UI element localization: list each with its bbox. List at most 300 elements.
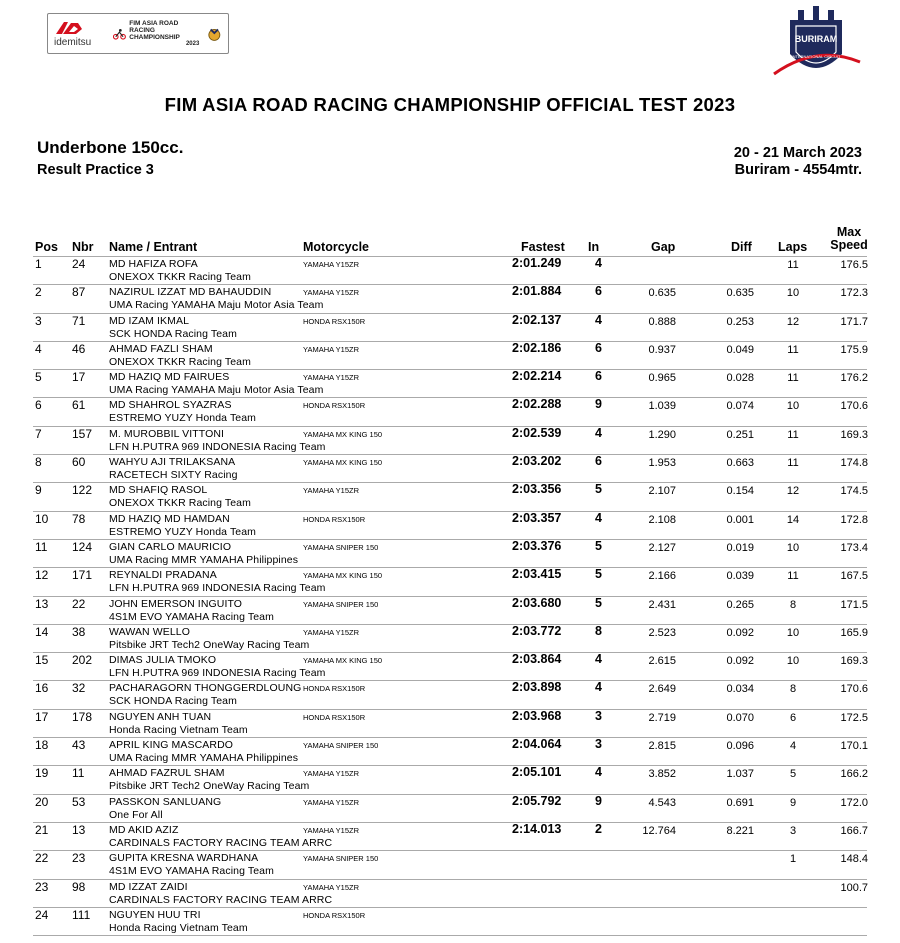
cell-gap: 0.937 bbox=[648, 343, 676, 356]
cell-entrant-team: Pitsbike JRT Tech2 OneWay Racing Team bbox=[109, 638, 310, 651]
cell-position: 7 bbox=[35, 426, 42, 441]
cell-max-speed: 170.1 bbox=[840, 740, 868, 753]
cell-motorcycle: YAMAHA Y15ZR bbox=[303, 882, 359, 892]
cell-motorcycle: YAMAHA MX KING 150 bbox=[303, 458, 383, 468]
cell-rider-name: DIMAS JULIA TMOKO bbox=[109, 654, 217, 667]
cell-rider-name: GUPITA KRESNA WARDHANA bbox=[109, 852, 259, 865]
cell-motorcycle: HONDA RSX150R bbox=[303, 514, 366, 524]
cell-entrant-team: Honda Racing Vietnam Team bbox=[109, 921, 248, 934]
cell-fastest-in-lap: 5 bbox=[595, 538, 602, 553]
cell-laps: 3 bbox=[789, 824, 797, 837]
cell-fastest-lap: 2:02.539 bbox=[512, 425, 562, 440]
col-diff-header: Diff bbox=[731, 240, 752, 254]
cell-entrant-team: SCK HONDA Racing Team bbox=[109, 695, 237, 708]
cell-rider-name: NAZIRUL IZZAT MD BAHAUDDIN bbox=[109, 286, 272, 299]
cell-fastest-in-lap: 4 bbox=[595, 510, 602, 525]
cell-entrant-team: UMA Racing YAMAHA Maju Motor Asia Team bbox=[109, 299, 324, 312]
cell-entrant-team: UMA Racing MMR YAMAHA Philippines bbox=[109, 752, 299, 765]
row-separator bbox=[33, 454, 867, 455]
cell-diff: 0.265 bbox=[726, 598, 754, 611]
cell-fastest-lap: 2:03.356 bbox=[512, 482, 562, 497]
cell-fastest-lap: 2:03.357 bbox=[512, 510, 562, 525]
cell-motorcycle: YAMAHA Y15ZR bbox=[303, 288, 359, 298]
results-table bbox=[0, 256, 900, 935]
cell-fastest-lap: 2:04.064 bbox=[512, 737, 562, 752]
cell-fastest-in-lap: 4 bbox=[595, 765, 602, 780]
table-row bbox=[0, 596, 900, 624]
row-separator bbox=[33, 879, 867, 880]
cell-fastest-in-lap: 5 bbox=[595, 595, 602, 610]
cell-fastest-in-lap: 6 bbox=[595, 369, 602, 384]
table-row bbox=[0, 794, 900, 822]
cell-gap: 2.615 bbox=[648, 655, 676, 668]
cell-gap: 2.166 bbox=[648, 570, 676, 583]
cell-max-speed: 175.9 bbox=[840, 343, 868, 356]
cell-entrant-team: LFN H.PUTRA 969 INDONESIA Racing Team bbox=[109, 582, 326, 595]
row-separator bbox=[33, 284, 867, 285]
cell-number: 23 bbox=[72, 851, 86, 866]
cell-laps: 10 bbox=[786, 400, 800, 413]
cell-max-speed: 166.2 bbox=[840, 768, 868, 781]
cell-entrant-team: RACETECH SIXTY Racing bbox=[109, 469, 238, 482]
row-separator bbox=[33, 511, 867, 512]
cell-number: 98 bbox=[72, 879, 86, 894]
table-row bbox=[0, 907, 900, 935]
cell-position: 5 bbox=[35, 370, 42, 385]
cell-max-speed: 100.7 bbox=[840, 881, 868, 894]
table-row bbox=[0, 624, 900, 652]
cell-entrant-team: 4S1M EVO YAMAHA Racing Team bbox=[109, 865, 274, 878]
cell-fastest-in-lap: 8 bbox=[595, 623, 602, 638]
cell-entrant-team: LFN H.PUTRA 969 INDONESIA Racing Team bbox=[109, 667, 326, 680]
cell-fastest-in-lap: 6 bbox=[595, 454, 602, 469]
cell-number: 24 bbox=[72, 257, 86, 271]
cell-motorcycle: HONDA RSX150R bbox=[303, 712, 366, 722]
cell-number: 202 bbox=[72, 653, 93, 668]
cell-position: 9 bbox=[35, 483, 42, 498]
cell-laps: 8 bbox=[789, 683, 797, 696]
cell-laps: 1 bbox=[789, 853, 797, 866]
cell-max-speed: 166.7 bbox=[840, 824, 868, 837]
cell-rider-name: MD HAFIZA ROFA bbox=[109, 258, 198, 270]
cell-number: 46 bbox=[72, 341, 86, 356]
cell-motorcycle: YAMAHA Y15ZR bbox=[303, 797, 359, 807]
cell-fastest-in-lap: 2 bbox=[595, 821, 602, 836]
cell-max-speed: 170.6 bbox=[840, 400, 868, 413]
table-row bbox=[0, 850, 900, 878]
cell-rider-name: MD IZAM IKMAL bbox=[109, 314, 190, 327]
cell-position: 22 bbox=[35, 851, 49, 866]
cell-diff: 0.070 bbox=[726, 711, 754, 724]
cell-number: 22 bbox=[72, 596, 86, 611]
col-max-label: Max bbox=[836, 225, 862, 239]
cell-diff: 0.253 bbox=[726, 315, 754, 328]
cell-fastest-lap: 2:03.772 bbox=[512, 623, 562, 638]
cell-laps: 6 bbox=[789, 711, 797, 724]
cell-position: 13 bbox=[35, 596, 49, 611]
cell-number: 61 bbox=[72, 398, 86, 413]
cell-laps: 10 bbox=[786, 655, 800, 668]
row-separator bbox=[33, 680, 867, 681]
row-separator bbox=[33, 341, 867, 342]
cell-gap: 4.543 bbox=[648, 796, 676, 809]
cell-laps: 11 bbox=[787, 570, 799, 583]
table-bottom-line bbox=[33, 935, 867, 936]
document-title: FIM ASIA ROAD RACING CHAMPIONSHIP OFFICIAL TEST 2023 bbox=[164, 94, 736, 115]
cell-fastest-in-lap: 6 bbox=[595, 340, 602, 355]
cell-max-speed: 174.5 bbox=[840, 485, 868, 498]
cell-diff: 8.221 bbox=[726, 824, 754, 837]
cell-diff: 1.037 bbox=[726, 768, 754, 781]
row-separator bbox=[33, 482, 867, 483]
cell-gap: 0.965 bbox=[648, 372, 676, 385]
cell-position: 1 bbox=[35, 257, 42, 271]
cell-rider-name: MD HAZIQ MD HAMDAN bbox=[109, 512, 230, 525]
buriram-circuit-logo bbox=[768, 4, 864, 92]
cell-laps: 10 bbox=[786, 541, 800, 554]
cell-fastest-lap: 2:02.186 bbox=[512, 340, 562, 355]
cell-entrant-team: ONEXOX TKKR Racing Team bbox=[109, 497, 251, 510]
cell-laps: 5 bbox=[789, 768, 797, 781]
table-row bbox=[0, 737, 900, 765]
cell-entrant-team: 4S1M EVO YAMAHA Racing Team bbox=[109, 610, 274, 623]
row-separator bbox=[33, 652, 867, 653]
cell-rider-name: MD SHAHROL SYAZRAS bbox=[109, 399, 232, 412]
cell-entrant-team: ESTREMO YUZY Honda Team bbox=[109, 412, 257, 425]
cell-number: 171 bbox=[72, 568, 93, 583]
cell-gap: 1.953 bbox=[648, 457, 676, 470]
cell-fastest-lap: 2:05.792 bbox=[512, 793, 562, 808]
cell-position: 8 bbox=[35, 455, 42, 470]
cell-fastest-lap: 2:01.884 bbox=[512, 284, 562, 299]
cell-max-speed: 148.4 bbox=[840, 853, 868, 866]
cell-entrant-team: CARDINALS FACTORY RACING TEAM ARRC bbox=[109, 893, 333, 906]
cell-entrant-team: UMA Racing MMR YAMAHA Philippines bbox=[109, 553, 299, 566]
cell-rider-name: MD IZZAT ZAIDI bbox=[109, 880, 188, 893]
cell-number: 11 bbox=[72, 766, 85, 781]
cell-max-speed: 172.0 bbox=[840, 796, 868, 809]
cell-fastest-in-lap: 5 bbox=[595, 567, 602, 582]
cell-motorcycle: YAMAHA MX KING 150 bbox=[303, 656, 383, 666]
table-row bbox=[0, 426, 900, 454]
cell-diff: 0.154 bbox=[726, 485, 754, 498]
cell-fastest-lap: 2:02.288 bbox=[512, 397, 562, 412]
cell-fastest-in-lap: 5 bbox=[595, 482, 602, 497]
cell-fastest-in-lap: 3 bbox=[595, 737, 602, 752]
cell-entrant-team: SCK HONDA Racing Team bbox=[109, 327, 237, 340]
col-gap-header: Gap bbox=[651, 240, 676, 254]
cell-gap: 2.719 bbox=[648, 711, 676, 724]
cell-fastest-in-lap: 3 bbox=[595, 708, 602, 723]
row-separator bbox=[33, 794, 867, 795]
cell-diff: 0.028 bbox=[726, 372, 754, 385]
cell-fastest-in-lap: 4 bbox=[595, 312, 602, 327]
cell-gap: 2.107 bbox=[648, 485, 676, 498]
circuit-logo-sub: INTERNATIONAL CIRCUIT bbox=[791, 54, 841, 59]
cell-rider-name: NGUYEN HUU TRI bbox=[109, 908, 201, 921]
col-motorcycle-header: Motorcycle bbox=[303, 240, 369, 254]
cell-number: 87 bbox=[72, 285, 86, 300]
cell-motorcycle: YAMAHA Y15ZR bbox=[303, 373, 359, 383]
idemitsu-logo bbox=[54, 20, 109, 48]
cell-motorcycle: YAMAHA SNIPER 150 bbox=[303, 854, 379, 864]
cell-rider-name: PACHARAGORN THONGGERDLOUNG bbox=[109, 682, 302, 695]
cell-laps: 8 bbox=[789, 598, 797, 611]
cell-fastest-lap: 2:03.864 bbox=[512, 652, 562, 667]
cell-rider-name: WAWAN WELLO bbox=[109, 625, 191, 638]
cell-diff: 0.034 bbox=[726, 683, 754, 696]
session-title: Result Practice 3 bbox=[37, 162, 154, 178]
cell-fastest-lap: 2:05.101 bbox=[512, 765, 562, 780]
cell-gap: 1.290 bbox=[648, 428, 676, 441]
cell-entrant-team: ESTREMO YUZY Honda Team bbox=[109, 525, 257, 538]
cell-gap: 2.127 bbox=[648, 541, 676, 554]
row-separator bbox=[33, 256, 867, 257]
cell-max-speed: 171.7 bbox=[840, 315, 868, 328]
cell-motorcycle: HONDA RSX150R bbox=[303, 910, 366, 920]
cell-fastest-lap: 2:14.013 bbox=[512, 821, 562, 836]
cell-fastest-in-lap: 4 bbox=[595, 680, 602, 695]
row-separator bbox=[33, 397, 867, 398]
cell-number: 111 bbox=[72, 907, 91, 922]
cell-number: 124 bbox=[72, 539, 93, 554]
col-speed-label: Speed bbox=[830, 238, 868, 252]
cell-fastest-lap: 2:03.415 bbox=[512, 567, 562, 582]
table-row bbox=[0, 709, 900, 737]
cell-diff: 0.019 bbox=[726, 541, 754, 554]
cell-entrant-team: ONEXOX TKKR Racing Team bbox=[109, 271, 251, 283]
cell-rider-name: GIAN CARLO MAURICIO bbox=[109, 540, 232, 553]
cell-fastest-lap: 2:02.137 bbox=[512, 312, 562, 327]
medal-icon bbox=[207, 26, 222, 42]
cell-laps: 12 bbox=[786, 315, 800, 328]
cell-laps: 11 bbox=[787, 428, 799, 441]
cell-position: 19 bbox=[35, 766, 49, 781]
cell-rider-name: MD SHAFIQ RASOL bbox=[109, 484, 208, 497]
rider-icon bbox=[113, 28, 126, 40]
cell-number: 53 bbox=[72, 794, 86, 809]
cell-gap: 1.039 bbox=[648, 400, 676, 413]
cell-laps: 11 bbox=[787, 343, 799, 356]
cell-position: 6 bbox=[35, 398, 42, 413]
row-separator bbox=[33, 709, 867, 710]
cell-diff: 0.092 bbox=[726, 655, 754, 668]
cell-laps: 11 bbox=[787, 372, 799, 385]
cell-diff: 0.663 bbox=[726, 457, 754, 470]
cell-position: 3 bbox=[35, 313, 42, 328]
cell-max-speed: 167.5 bbox=[840, 570, 868, 583]
col-in-header: In bbox=[588, 240, 600, 254]
cell-rider-name: AHMAD FAZLI SHAM bbox=[109, 342, 213, 355]
table-row bbox=[0, 284, 900, 312]
cell-fastest-in-lap: 4 bbox=[595, 256, 602, 270]
cell-entrant-team: ONEXOX TKKR Racing Team bbox=[109, 355, 251, 368]
table-row bbox=[0, 680, 900, 708]
col-name-header: Name / Entrant bbox=[109, 240, 198, 254]
row-separator bbox=[33, 822, 867, 823]
cell-position: 16 bbox=[35, 681, 49, 696]
cell-gap: 2.815 bbox=[648, 740, 676, 753]
table-row bbox=[0, 341, 900, 369]
row-separator bbox=[33, 539, 867, 540]
cell-rider-name: WAHYU AJI TRILAKSANA bbox=[109, 456, 236, 469]
cell-diff: 0.092 bbox=[726, 626, 754, 639]
cell-number: 71 bbox=[72, 313, 86, 328]
cell-max-speed: 172.5 bbox=[840, 711, 868, 724]
cell-fastest-lap: 2:03.376 bbox=[512, 538, 562, 553]
cell-max-speed: 172.3 bbox=[840, 287, 868, 300]
cell-position: 4 bbox=[35, 341, 42, 356]
cell-fastest-lap: 2:03.968 bbox=[512, 708, 562, 723]
idemitsu-flame-icon bbox=[54, 20, 84, 36]
cell-laps: 14 bbox=[786, 513, 800, 526]
sponsor-logo-box bbox=[47, 13, 229, 54]
table-row bbox=[0, 397, 900, 425]
col-pos-header: Pos bbox=[35, 240, 58, 254]
cell-laps: 10 bbox=[786, 287, 800, 300]
cell-laps: 9 bbox=[789, 796, 797, 809]
cell-position: 10 bbox=[35, 511, 49, 526]
cell-motorcycle: YAMAHA Y15ZR bbox=[303, 260, 359, 269]
row-separator bbox=[33, 567, 867, 568]
cell-position: 21 bbox=[35, 822, 49, 837]
cell-motorcycle: HONDA RSX150R bbox=[303, 684, 366, 694]
cell-fastest-in-lap: 4 bbox=[595, 652, 602, 667]
cell-motorcycle: YAMAHA SNIPER 150 bbox=[303, 741, 379, 751]
row-separator bbox=[33, 737, 867, 738]
cell-laps: 11 bbox=[787, 259, 799, 271]
cell-position: 23 bbox=[35, 879, 49, 894]
cell-max-speed: 172.8 bbox=[840, 513, 868, 526]
row-separator bbox=[33, 624, 867, 625]
cell-max-speed: 169.3 bbox=[840, 428, 868, 441]
cell-max-speed: 173.4 bbox=[840, 541, 868, 554]
cell-gap: 2.523 bbox=[648, 626, 676, 639]
cell-rider-name: M. MUROBBIL VITTONI bbox=[109, 427, 225, 440]
cell-motorcycle: YAMAHA Y15ZR bbox=[303, 825, 359, 835]
col-laps-header: Laps bbox=[778, 240, 808, 254]
cell-entrant-team: Pitsbike JRT Tech2 OneWay Racing Team bbox=[109, 780, 310, 793]
cell-diff: 0.096 bbox=[726, 740, 754, 753]
fim-line-2: CHAMPIONSHIP bbox=[129, 33, 180, 41]
cell-position: 20 bbox=[35, 794, 49, 809]
cell-diff: 0.001 bbox=[726, 513, 754, 526]
row-separator bbox=[33, 596, 867, 597]
cell-entrant-team: UMA Racing YAMAHA Maju Motor Asia Team bbox=[109, 384, 324, 397]
cell-number: 32 bbox=[72, 681, 86, 696]
cell-rider-name: PASSKON SANLUANG bbox=[109, 795, 222, 808]
cell-fastest-lap: 2:03.898 bbox=[512, 680, 562, 695]
cell-motorcycle: YAMAHA SNIPER 150 bbox=[303, 542, 379, 552]
row-separator bbox=[33, 850, 867, 851]
event-venue: Buriram - 4554mtr. bbox=[734, 162, 862, 178]
cell-laps: 12 bbox=[786, 485, 800, 498]
cell-fastest-in-lap: 9 bbox=[595, 793, 602, 808]
cell-rider-name: REYNALDI PRADANA bbox=[109, 569, 217, 582]
table-row bbox=[0, 652, 900, 680]
row-separator bbox=[33, 765, 867, 766]
cell-motorcycle: HONDA RSX150R bbox=[303, 401, 366, 411]
cell-max-speed: 174.8 bbox=[840, 457, 868, 470]
cell-motorcycle: YAMAHA Y15ZR bbox=[303, 769, 359, 779]
cell-entrant-team: CARDINALS FACTORY RACING TEAM ARRC bbox=[109, 836, 333, 849]
cell-diff: 0.074 bbox=[726, 400, 754, 413]
cell-number: 38 bbox=[72, 624, 86, 639]
table-row bbox=[0, 879, 900, 907]
cell-position: 14 bbox=[35, 624, 49, 639]
cell-motorcycle: YAMAHA MX KING 150 bbox=[303, 571, 383, 581]
cell-gap: 2.108 bbox=[648, 513, 676, 526]
cell-gap: 0.635 bbox=[648, 287, 676, 300]
cell-number: 122 bbox=[72, 483, 93, 498]
cell-diff: 0.251 bbox=[726, 428, 754, 441]
cell-position: 15 bbox=[35, 653, 49, 668]
cell-gap: 0.888 bbox=[648, 315, 676, 328]
cell-diff: 0.691 bbox=[726, 796, 754, 809]
cell-diff: 0.049 bbox=[726, 343, 754, 356]
cell-fastest-in-lap: 6 bbox=[595, 284, 602, 299]
cell-max-speed: 169.3 bbox=[840, 655, 868, 668]
table-row bbox=[0, 539, 900, 567]
cell-fastest-lap: 2:01.249 bbox=[512, 256, 562, 270]
col-nbr-header: Nbr bbox=[72, 240, 94, 254]
table-row bbox=[0, 313, 900, 341]
cell-number: 178 bbox=[72, 709, 93, 724]
cell-fastest-in-lap: 4 bbox=[595, 425, 602, 440]
cell-gap: 2.649 bbox=[648, 683, 676, 696]
cell-entrant-team: LFN H.PUTRA 969 INDONESIA Racing Team bbox=[109, 440, 326, 453]
table-row bbox=[0, 369, 900, 397]
cell-position: 17 bbox=[35, 709, 49, 724]
cell-rider-name: MD AKID AZIZ bbox=[109, 823, 179, 836]
cell-rider-name: JOHN EMERSON INGUITO bbox=[109, 597, 243, 610]
cell-diff: 0.039 bbox=[726, 570, 754, 583]
cell-motorcycle: YAMAHA Y15ZR bbox=[303, 344, 359, 354]
col-maxspeed-header bbox=[827, 226, 871, 252]
cell-fastest-lap: 2:02.214 bbox=[512, 369, 562, 384]
cell-number: 78 bbox=[72, 511, 86, 526]
cell-position: 11 bbox=[35, 539, 48, 554]
row-separator bbox=[33, 907, 867, 908]
cell-laps: 11 bbox=[787, 457, 799, 470]
table-row bbox=[0, 822, 900, 850]
cell-diff: 0.635 bbox=[726, 287, 754, 300]
cell-number: 157 bbox=[72, 426, 93, 441]
row-separator bbox=[33, 426, 867, 427]
fim-year: 2023 bbox=[185, 40, 200, 47]
cell-max-speed: 165.9 bbox=[840, 626, 868, 639]
cell-motorcycle: YAMAHA MX KING 150 bbox=[303, 429, 383, 439]
cell-max-speed: 176.2 bbox=[840, 372, 868, 385]
cell-entrant-team: One For All bbox=[109, 808, 163, 821]
row-separator bbox=[33, 313, 867, 314]
class-name: Underbone 150cc. bbox=[37, 138, 184, 157]
cell-motorcycle: YAMAHA SNIPER 150 bbox=[303, 599, 379, 609]
table-row bbox=[0, 511, 900, 539]
cell-motorcycle: YAMAHA Y15ZR bbox=[303, 486, 359, 496]
cell-position: 2 bbox=[35, 285, 42, 300]
cell-gap: 2.431 bbox=[648, 598, 676, 611]
cell-number: 60 bbox=[72, 455, 86, 470]
event-date: 20 - 21 March 2023 bbox=[733, 145, 862, 161]
cell-number: 43 bbox=[72, 738, 86, 753]
cell-laps: 10 bbox=[786, 626, 800, 639]
cell-rider-name: NGUYEN ANH TUAN bbox=[109, 710, 212, 723]
cell-max-speed: 176.5 bbox=[840, 259, 868, 271]
cell-number: 17 bbox=[72, 370, 86, 385]
cell-entrant-team: Honda Racing Vietnam Team bbox=[109, 723, 248, 736]
col-fastest-header: Fastest bbox=[521, 240, 565, 254]
